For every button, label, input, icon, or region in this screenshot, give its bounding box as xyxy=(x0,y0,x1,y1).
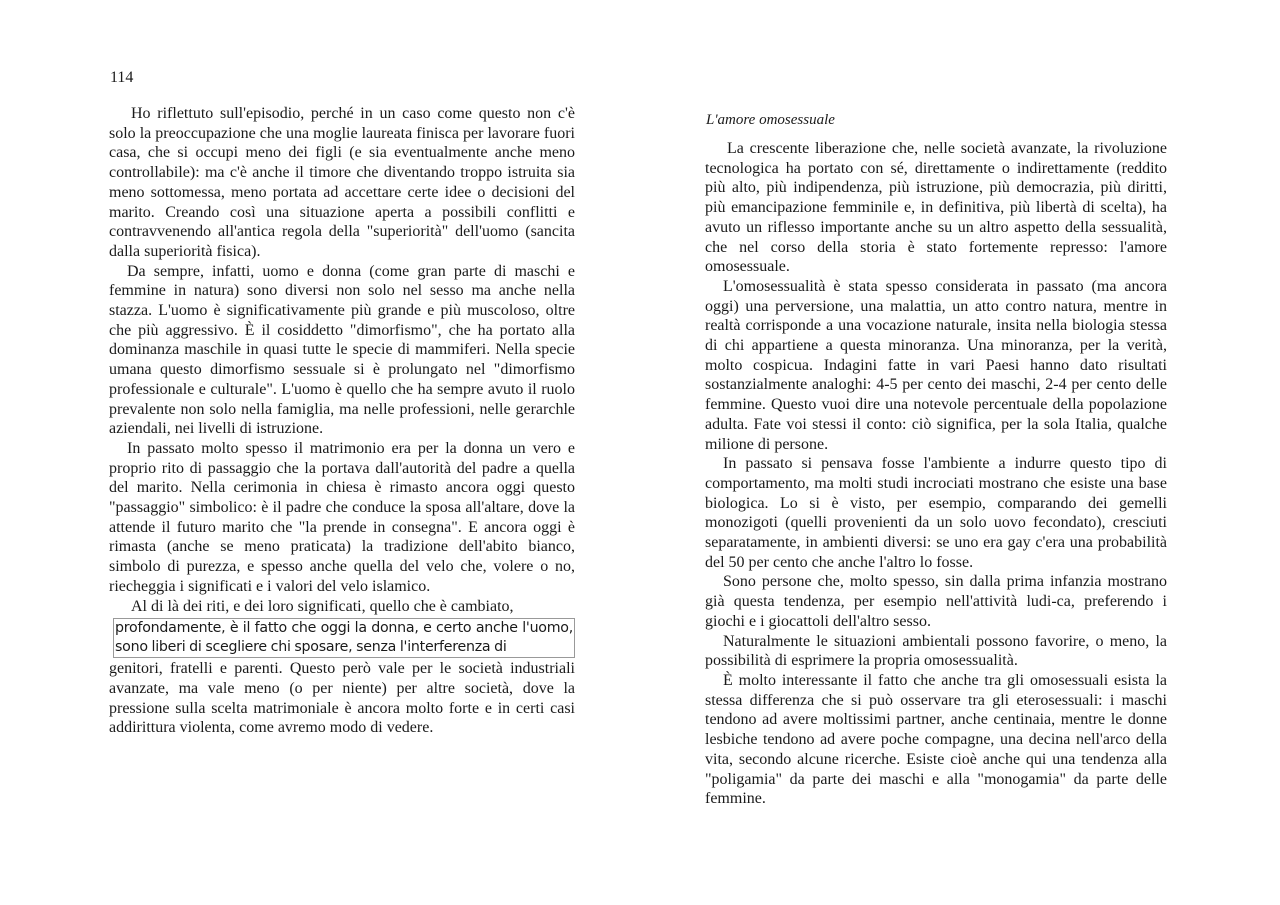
paragraph: Naturalmente le situazioni ambientali possono favorire, o meno, la possibilità di esprimere la propria omosessualità. xyxy=(705,632,1167,670)
paragraph-continuation: genitori, fratelli e parenti. Questo però vale per le società industriali avanzate, ma vale meno (o per niente) per altre società, dove la pressione sulla scelta matrimoniale è ancora molto forte e in certi casi addirittura violenta, come avremo modo di vedere. xyxy=(109,660,575,737)
highlighted-text-box: profondamente, è il fatto che oggi la donna, e certo anche l'uomo, sono liberi di scegliere chi sposare, senza l'interferenza di xyxy=(113,618,575,658)
paragraph: Al di là dei riti, e dei loro significati, quello che è cambiato, xyxy=(131,597,514,615)
paragraph: Sono persone che, molto spesso, sin dalla prima infanzia mostrano già questa tendenza, per esempio nell'attività ludi-ca, preferendo i giochi e i giocattoli dell'altro sesso. xyxy=(705,573,1167,630)
left-column xyxy=(109,104,575,738)
paragraph: La crescente liberazione che, nelle società avanzate, la rivoluzione tecnologica ha portato con sé, direttamente o indirettamente (reddito più alto, più indipendenza, più istruzione, più democrazia, più diritti, più emancipazione femminile e, in definitiva, più libertà di scelta), ha avuto un riflesso importante anche su un altro aspetto della sessualità, che nel corso della storia è stato fortemente represso: l'amore omosessuale. xyxy=(705,140,1167,276)
paragraph: In passato molto spesso il matrimonio era per la donna un vero e proprio rito di passaggio che la portava dall'autorità del padre a quella del marito. Nella cerimonia in chiesa è rimasto ancora oggi questo "passaggio" simbolico: è il padre che conduce la sposa all'altare, dove la attende il futuro marito che "la prende in consegna". E ancora oggi è rimasta (anche se meno praticata) la tradizione dell'abito bianco, simbolo di purezza, e spesso anche quella del velo che, volere o no, riecheggia i significati e i valori del velo islamico. xyxy=(109,439,575,595)
right-column xyxy=(705,139,1167,809)
paragraph: Da sempre, infatti, uomo e donna (come gran parte di maschi e femmine in natura) sono diversi non solo nel sesso ma anche nella stazza. L'uomo è significativamente più grande e più muscoloso, oltre che più aggressivo. È il cosiddetto "dimorfismo", che ha portato alla dominanza maschile in quasi tutte le specie di mammiferi. Nella specie umana questo dimorfismo sessuale si è prolungato nel "dimorfismo professionale e culturale". L'uomo è quello che ha sempre avuto il ruolo prevalente non solo nella famiglia, ma nelle professioni, nelle gerarchle aziendali, nei livelli di istruzione. xyxy=(109,262,575,438)
paragraph: In passato si pensava fosse l'ambiente a indurre questo tipo di comportamento, ma molti studi incrociati mostrano che esiste una base biologica. Lo si è visto, per esempio, comparando dei gemelli monozigoti (quelli provenienti da un solo uovo fecondato), cresciuti separatamente, in ambienti diversi: se uno era gay c'era una probabilità del 50 per cento che anche l'altro lo fosse. xyxy=(705,455,1167,571)
page-number: 114 xyxy=(110,69,134,86)
running-header: L'amore omosessuale xyxy=(706,112,835,128)
paragraph: È molto interessante il fatto che anche tra gli omosessuali esista la stessa differenza che si può osservare tra gli eterosessuali: i maschi tendono ad avere moltissimi partner, anche centinaia, mentre le donne lesbiche tendono ad avere poche compagne, una decina nell'arco della vita, secondo alcune ricerche. Esiste cioè anche qui una tendenza alla "poligamia" da parte dei maschi e alla "monogamia" da parte delle femmine. xyxy=(705,671,1167,808)
paragraph: L'omosessualità è stata spesso considerata in passato (ma ancora oggi) una perversione, una malattia, un atto contro natura, mentre in realtà corrisponde a una vocazione naturale, insita nella biologia stessa di chi appartiene a questa minoranza. Una minoranza, per la verità, molto cospicua. Indagini fatte in vari Paesi hanno dato risultati sostanzialmente analoghi: 4-5 per cento dei maschi, 2-4 per cento delle femmine. Questo vuoi dire una notevole percentuale della popolazione adulta. Fate voi stessi il conto: ciò significa, per la sola Italia, qualche milione di persone. xyxy=(705,277,1167,453)
paragraph: Ho riflettuto sull'episodio, perché in un caso come questo non c'è solo la preoccupazione che una moglie laureata finisca per lavorare fuori casa, che si occupi meno dei figli (e sia eventualmente anche meno controllabile): ma c'è anche il timore che diventando troppo istruita sia meno sottomessa, meno portata ad accettare certe idee o decisioni del marito. Creando così una situazione aperta a possibili conflitti e contravvenendo all'antica regola della "superiorità" dell'uomo (sancita dalla superiorità fisica). xyxy=(109,105,575,260)
